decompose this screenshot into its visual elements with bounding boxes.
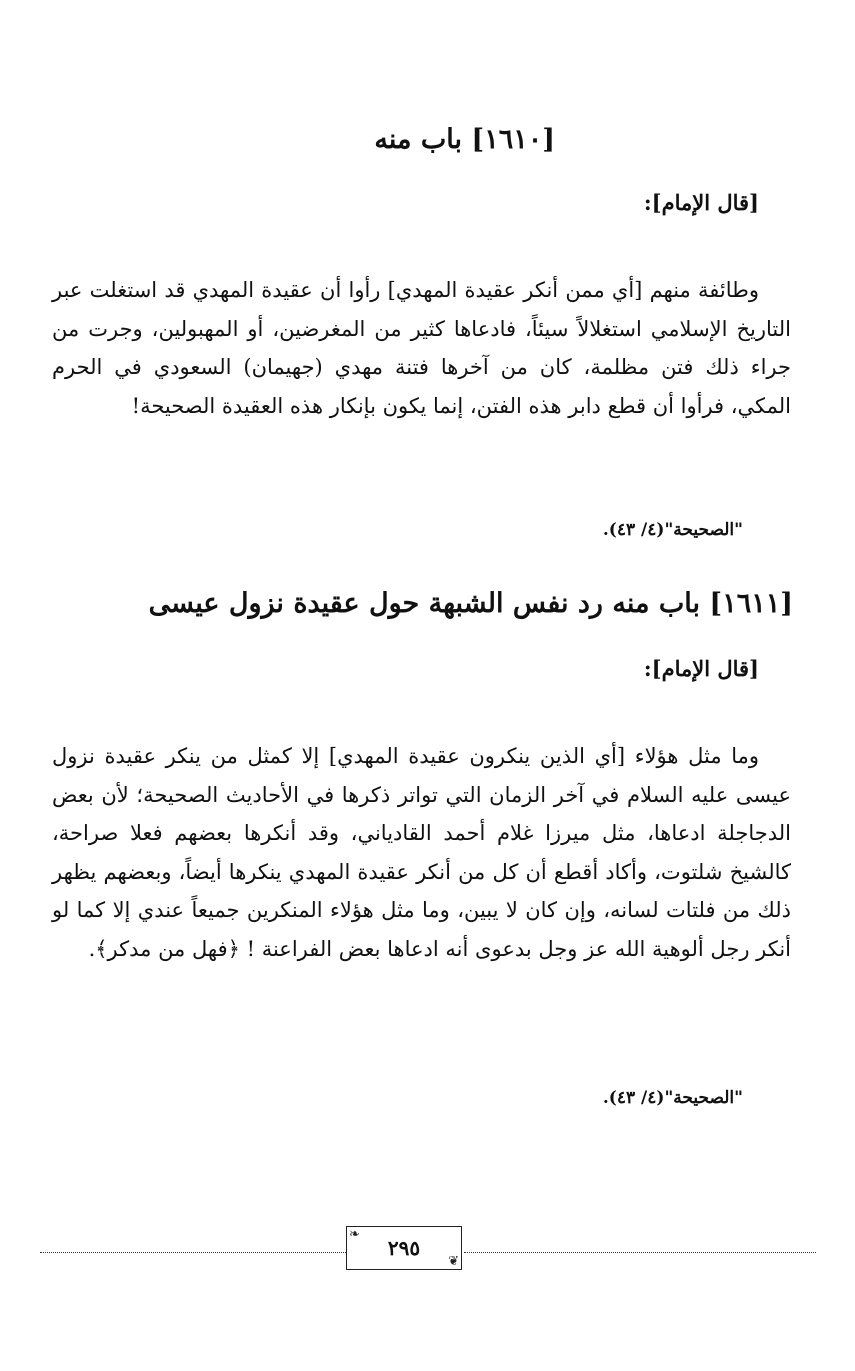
page-number: ٢٩٥ bbox=[387, 1236, 421, 1260]
section-heading-1610: [١٦١٠] باب منه bbox=[374, 124, 555, 155]
footer-divider-left bbox=[40, 1252, 346, 1253]
footer-divider-right bbox=[464, 1252, 816, 1253]
section-heading-1611: [١٦١١] باب منه رد نفس الشبهة حول عقيدة نزول عيسى bbox=[148, 588, 793, 619]
section-paragraph-2: وما مثل هؤلاء [أي الذين ينكرون عقيدة المهدي] إلا كمثل من ينكر عقيدة نزول عيسى عليه السلام في آخر الزمان التي تواتر ذكرها في الأحاديث الصحيحة؛ لأن بعض الدجاجلة ادعاها، مثل ميرزا غلام أحمد القادياني، وقد أنكرها بعضهم فعلا صراحة، كالشيخ شلتوت، وأكاد أقطع أن كل من أنكر عقيدة المهدي ينكرها أيضاً، وبعضهم يظهر ذلك من فلتات لسانه، وإن كان لا يبين، وما مثل هؤلاء المنكرين جميعاً عندي إلا كما لو أنكر رجل ألوهية الله عز وجل بدعوى أنه ادعاها بعض الفراعنة ! ﴿فهل من مدكر﴾. bbox=[52, 744, 791, 961]
citation-1: "الصحيحة"(٤/ ٤٣). bbox=[602, 520, 743, 540]
corner-ornament-icon: ❧ bbox=[349, 1227, 360, 1242]
citation-2: "الصحيحة"(٤/ ٤٣). bbox=[602, 1088, 743, 1108]
imam-label-2: [قال الإمام]: bbox=[643, 656, 759, 681]
page-number-frame bbox=[346, 1226, 462, 1270]
imam-label-1: [قال الإمام]: bbox=[643, 190, 759, 215]
section-paragraph-1: وطائفة منهم [أي ممن أنكر عقيدة المهدي] رأوا أن عقيدة المهدي قد استغلت عبر التاريخ الإسلامي استغلالاً سيئاً، فادعاها كثير من المغرضين، أو المهبولين، وجرت من جراء ذلك فتن مظلمة، كان من آخرها فتنة مهدي (جهيمان) السعودي في الحرم المكي، فرأوا أن قطع دابر هذه الفتن، إنما يكون بإنكار هذه العقيدة الصحيحة! bbox=[52, 278, 791, 418]
corner-ornament-icon: ❦ bbox=[448, 1254, 459, 1269]
